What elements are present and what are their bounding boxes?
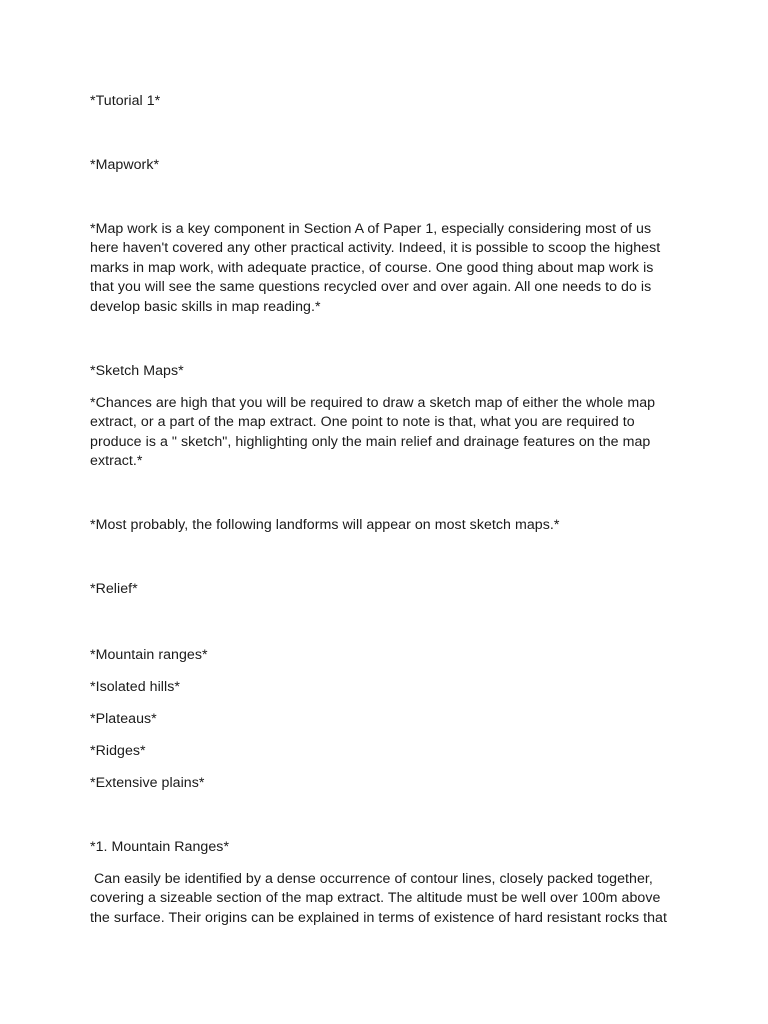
relief-item-extensive-plains: *Extensive plains* [90,775,205,791]
tutorial-title: *Tutorial 1* [90,93,161,109]
text-line: extract.* [90,453,143,470]
mountain-ranges-heading: *1. Mountain Ranges* [90,839,230,855]
relief-item-isolated-hills: *Isolated hills* [90,679,180,695]
text-line: marks in map work, with adequate practice, of course. One good thing about map work is [90,259,654,276]
text-line: extract, or a part of the map extract. One point to note is that, what you are required to [90,414,635,431]
relief-item-plateaus: *Plateaus* [90,711,157,727]
mountain-ranges-paragraph [90,870,690,928]
text-line: the surface. Their origins can be explained in terms of existence of hard resistant rocks that [90,909,667,926]
sketch-maps-paragraph [90,394,690,472]
relief-item-mountain-ranges: *Mountain ranges* [90,647,208,663]
text-line: covering a sizeable section of the map extract. The altitude must be well over 100m above [90,890,661,907]
landforms-note: *Most probably, the following landforms will appear on most sketch maps.* [90,517,560,533]
mapwork-heading: *Mapwork* [90,157,160,173]
text-line: produce is a " sketch", highlighting only the main relief and drainage features on the map [90,433,651,450]
relief-heading: *Relief* [90,581,138,597]
text-line: *Chances are high that you will be required to draw a sketch map of either the whole map [90,395,656,411]
intro-paragraph [90,220,690,317]
text-line: Can easily be identified by a dense occurrence of contour lines, closely packed together, [90,871,653,887]
text-line: that you will see the same questions recycled over and over again. All one needs to do is [90,279,652,296]
text-line: *Map work is a key component in Section A of Paper 1, especially considering most of us [90,221,652,237]
text-line: here haven't covered any other practical activity. Indeed, it is possible to scoop the highest [90,240,661,257]
sketch-maps-heading: *Sketch Maps* [90,363,184,379]
text-line: develop basic skills in map reading.* [90,298,321,315]
relief-item-ridges: *Ridges* [90,743,146,759]
